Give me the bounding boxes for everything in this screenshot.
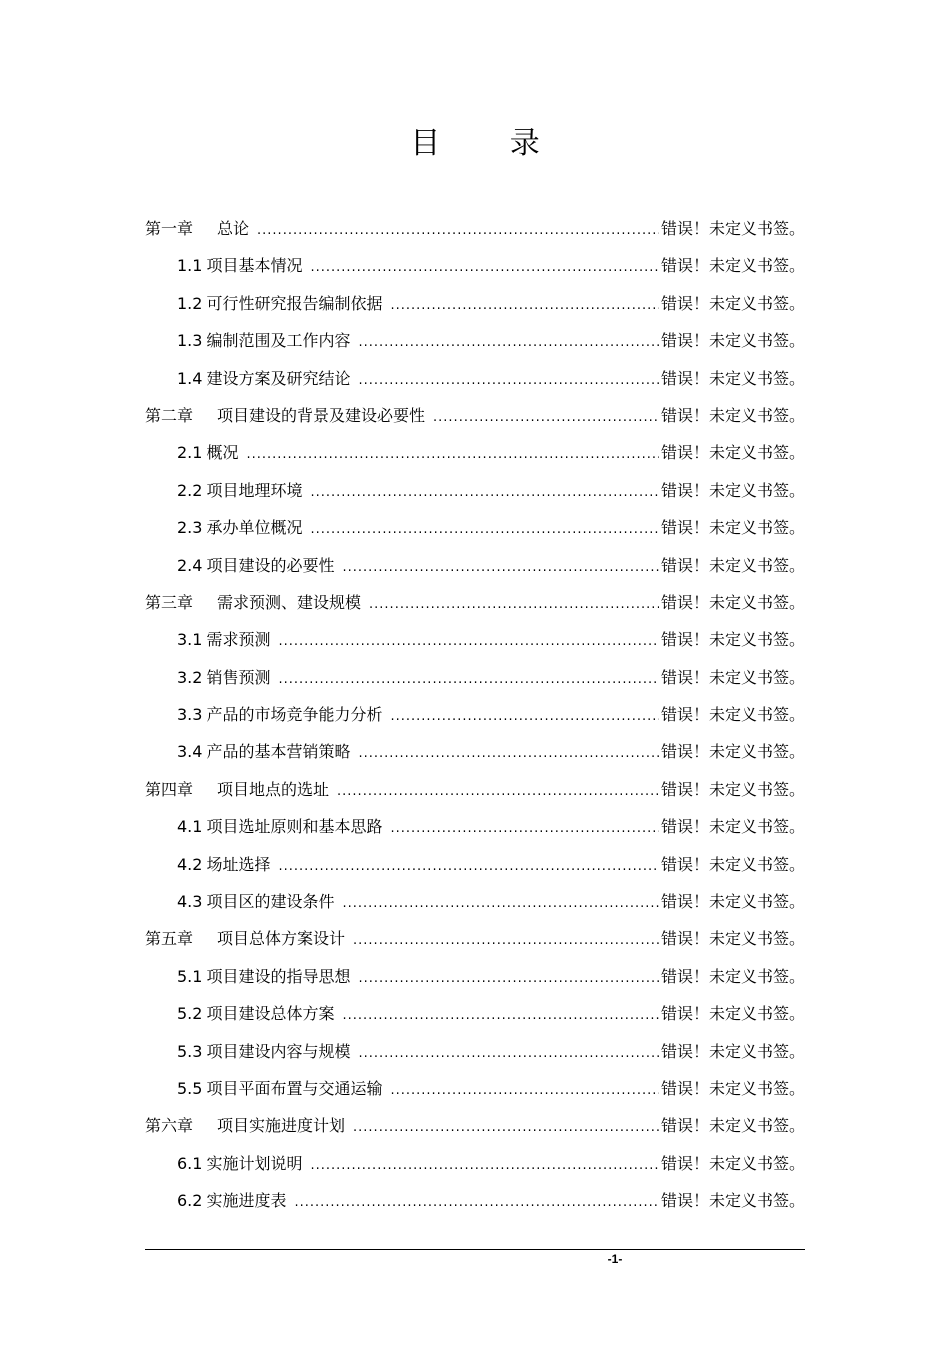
page-reference-error: 错误！未定义书签。 — [660, 592, 805, 612]
toc-entry-label — [145, 210, 249, 247]
toc-entry[interactable] — [145, 247, 805, 284]
toc-entry[interactable] — [145, 584, 805, 621]
toc-entry-label — [145, 397, 425, 434]
page-reference-error: 错误！未定义书签。 — [660, 1004, 805, 1024]
toc-entry-title: 项目建设的必要性 — [206, 555, 335, 575]
toc-entry-title: 实施进度表 — [206, 1191, 287, 1211]
toc-entry-title: 场址选择 — [206, 854, 271, 874]
page-reference-error: 错误！未定义书签。 — [660, 817, 805, 837]
page-reference-error: 错误！未定义书签。 — [660, 331, 805, 351]
page-reference-error: 错误！未定义书签。 — [660, 779, 805, 799]
dot-leader — [369, 586, 659, 623]
section-number: 1.2 — [177, 293, 203, 313]
section-number: 4.3 — [177, 892, 203, 912]
page-reference-error: 错误！未定义书签。 — [660, 705, 805, 725]
toc-entry[interactable] — [145, 696, 805, 733]
toc-entry[interactable] — [145, 995, 805, 1032]
dot-leader — [433, 399, 659, 436]
dot-leader — [358, 1035, 659, 1072]
section-number: 3.3 — [177, 705, 203, 725]
toc-entry-label — [177, 621, 270, 658]
section-number: 5.2 — [177, 1004, 203, 1024]
page-reference-error: 错误！未定义书签。 — [660, 219, 805, 238]
toc-entry-label — [177, 1182, 286, 1219]
toc-entry-title: 项目平面布置与交通运输 — [206, 1078, 383, 1098]
dot-leader — [390, 810, 659, 847]
toc-entry-title: 总论 — [217, 219, 250, 238]
toc-entry-label — [177, 733, 350, 770]
toc-entry[interactable] — [145, 1145, 805, 1182]
toc-entry-label — [177, 958, 350, 995]
toc-entry-title: 项目建设的背景及建设必要性 — [217, 405, 426, 425]
dot-leader — [278, 661, 659, 698]
toc-entry-label — [177, 322, 350, 359]
dot-leader — [342, 885, 659, 922]
dot-leader — [358, 735, 659, 772]
toc-entry[interactable] — [145, 1182, 805, 1219]
table-of-contents — [145, 210, 805, 1220]
toc-entry[interactable] — [145, 659, 805, 696]
toc-entry[interactable] — [145, 883, 805, 920]
toc-entry[interactable] — [145, 547, 805, 584]
section-number: 3.4 — [177, 742, 203, 762]
page-reference-error: 错误！未定义书签。 — [660, 742, 805, 762]
section-number: 3.1 — [177, 630, 203, 650]
section-number: 2.4 — [177, 555, 203, 575]
chapter-number: 第四章 — [145, 779, 194, 799]
toc-entry-label — [177, 808, 382, 845]
section-number: 3.2 — [177, 667, 203, 687]
section-number: 4.2 — [177, 854, 203, 874]
toc-entry-title: 承办单位概况 — [206, 518, 303, 538]
section-number: 5.3 — [177, 1041, 203, 1061]
toc-entry-title: 建设方案及研究结论 — [206, 368, 351, 388]
toc-entry-label — [177, 247, 302, 284]
dot-leader — [278, 623, 659, 660]
section-number: 5.5 — [177, 1078, 203, 1098]
page-reference-error: 错误！未定义书签。 — [660, 667, 805, 687]
toc-entry-title: 需求预测、建设规模 — [217, 592, 362, 612]
toc-entry-title: 需求预测 — [206, 630, 271, 650]
footer-divider — [145, 1249, 805, 1250]
page-reference-error: 错误！未定义书签。 — [660, 1116, 805, 1136]
toc-entry[interactable] — [145, 1070, 805, 1107]
toc-entry[interactable] — [145, 1107, 805, 1144]
page-reference-error: 错误！未定义书签。 — [660, 555, 805, 575]
dot-leader — [342, 549, 659, 586]
dot-leader — [310, 474, 659, 511]
toc-entry-title: 产品的基本营销策略 — [206, 742, 351, 762]
toc-entry-title: 实施计划说明 — [206, 1153, 303, 1173]
dot-leader — [353, 922, 659, 959]
toc-entry[interactable] — [145, 958, 805, 995]
toc-entry-label — [177, 1033, 350, 1070]
toc-entry[interactable] — [145, 733, 805, 770]
section-number: 2.3 — [177, 518, 203, 538]
toc-entry-label — [177, 995, 334, 1032]
page-reference-error: 错误！未定义书签。 — [660, 966, 805, 986]
toc-entry[interactable] — [145, 472, 805, 509]
dot-leader — [358, 960, 659, 997]
page-reference-error: 错误！未定义书签。 — [660, 405, 805, 425]
toc-entry-label — [177, 434, 238, 471]
page-reference-error: 错误！未定义书签。 — [660, 480, 805, 500]
toc-entry-label — [177, 509, 302, 546]
page-number: -1- — [607, 1252, 623, 1266]
chapter-number: 第五章 — [145, 929, 194, 949]
toc-entry-title: 概况 — [206, 443, 239, 463]
page-reference-error: 错误！未定义书签。 — [660, 1191, 805, 1211]
page-reference-error: 错误！未定义书签。 — [660, 892, 805, 912]
toc-entry[interactable] — [145, 434, 805, 471]
section-number: 1.4 — [177, 368, 203, 388]
section-number: 5.1 — [177, 966, 203, 986]
toc-entry-title: 项目建设的指导思想 — [206, 966, 351, 986]
page-reference-error: 错误！未定义书签。 — [660, 1153, 805, 1173]
toc-entry-label — [145, 1107, 345, 1144]
toc-entry-title: 项目实施进度计划 — [217, 1116, 346, 1136]
chapter-number: 第二章 — [145, 405, 194, 425]
section-number: 1.3 — [177, 331, 203, 351]
page-reference-error: 错误！未定义书签。 — [660, 929, 805, 949]
toc-entry[interactable] — [145, 509, 805, 546]
toc-entry-title: 项目总体方案设计 — [217, 929, 346, 949]
section-number: 6.1 — [177, 1153, 203, 1173]
toc-entry[interactable] — [145, 846, 805, 883]
section-number: 4.1 — [177, 817, 203, 837]
toc-entry-label — [177, 285, 382, 322]
dot-leader — [358, 362, 659, 399]
page-reference-error: 错误！未定义书签。 — [660, 1078, 805, 1098]
page-reference-error: 错误！未定义书签。 — [660, 518, 805, 538]
toc-entry[interactable] — [145, 397, 805, 434]
toc-entry[interactable] — [145, 285, 805, 322]
toc-entry-label — [177, 1070, 382, 1107]
page-reference-error: 错误！未定义书签。 — [660, 630, 805, 650]
toc-entry[interactable] — [145, 920, 805, 957]
toc-entry-title: 产品的市场竞争能力分析 — [206, 705, 383, 725]
toc-entry-title: 可行性研究报告编制依据 — [206, 293, 383, 313]
section-number: 2.2 — [177, 480, 203, 500]
section-number: 1.1 — [177, 256, 203, 276]
dot-leader — [358, 324, 659, 361]
toc-entry-label — [177, 547, 334, 584]
toc-entry[interactable] — [145, 210, 805, 247]
toc-entry[interactable] — [145, 621, 805, 658]
chapter-number: 第六章 — [145, 1116, 194, 1136]
toc-entry-label — [177, 883, 334, 920]
toc-entry-label — [177, 696, 382, 733]
toc-entry[interactable] — [145, 771, 805, 808]
chapter-number: 第三章 — [145, 592, 194, 612]
dot-leader — [337, 773, 659, 810]
toc-entry[interactable] — [145, 1033, 805, 1070]
document-title: 目 录 — [410, 126, 570, 161]
dot-leader — [294, 1184, 659, 1221]
toc-entry-title: 项目地理环境 — [206, 480, 303, 500]
toc-entry-title: 项目地点的选址 — [217, 779, 330, 799]
dot-leader — [390, 287, 659, 324]
chapter-number: 第一章 — [145, 219, 194, 238]
toc-entry-label — [145, 771, 329, 808]
toc-entry-title: 项目基本情况 — [206, 256, 303, 276]
toc-entry-label — [177, 1145, 302, 1182]
page-reference-error: 错误！未定义书签。 — [660, 293, 805, 313]
page-reference-error: 错误！未定义书签。 — [660, 443, 805, 463]
toc-entry-title: 项目选址原则和基本思路 — [206, 817, 383, 837]
toc-entry[interactable] — [145, 808, 805, 845]
toc-entry-label — [177, 846, 270, 883]
section-number: 2.1 — [177, 443, 203, 463]
dot-leader — [390, 1072, 659, 1109]
toc-entry-label — [177, 472, 302, 509]
page-reference-error: 错误！未定义书签。 — [660, 854, 805, 874]
toc-entry-title: 销售预测 — [206, 667, 271, 687]
dot-leader — [278, 848, 659, 885]
page-reference-error: 错误！未定义书签。 — [660, 368, 805, 388]
dot-leader — [246, 436, 659, 473]
toc-entry-label — [177, 659, 270, 696]
dot-leader — [310, 1147, 659, 1184]
toc-entry-title: 项目建设内容与规模 — [206, 1041, 351, 1061]
toc-entry-title: 项目建设总体方案 — [206, 1004, 335, 1024]
page-reference-error: 错误！未定义书签。 — [660, 1041, 805, 1061]
dot-leader — [390, 698, 659, 735]
toc-entry-title: 项目区的建设条件 — [206, 892, 335, 912]
toc-entry[interactable] — [145, 322, 805, 359]
dot-leader — [257, 212, 659, 249]
dot-leader — [310, 511, 659, 548]
toc-entry-title: 编制范围及工作内容 — [206, 331, 351, 351]
section-number: 6.2 — [177, 1191, 203, 1211]
toc-entry[interactable] — [145, 360, 805, 397]
dot-leader — [353, 1109, 659, 1146]
dot-leader — [310, 249, 659, 286]
toc-entry-label — [145, 584, 361, 621]
page-reference-error: 错误！未定义书签。 — [660, 256, 805, 276]
dot-leader — [342, 997, 659, 1034]
toc-entry-label — [145, 920, 345, 957]
toc-entry-label — [177, 360, 350, 397]
